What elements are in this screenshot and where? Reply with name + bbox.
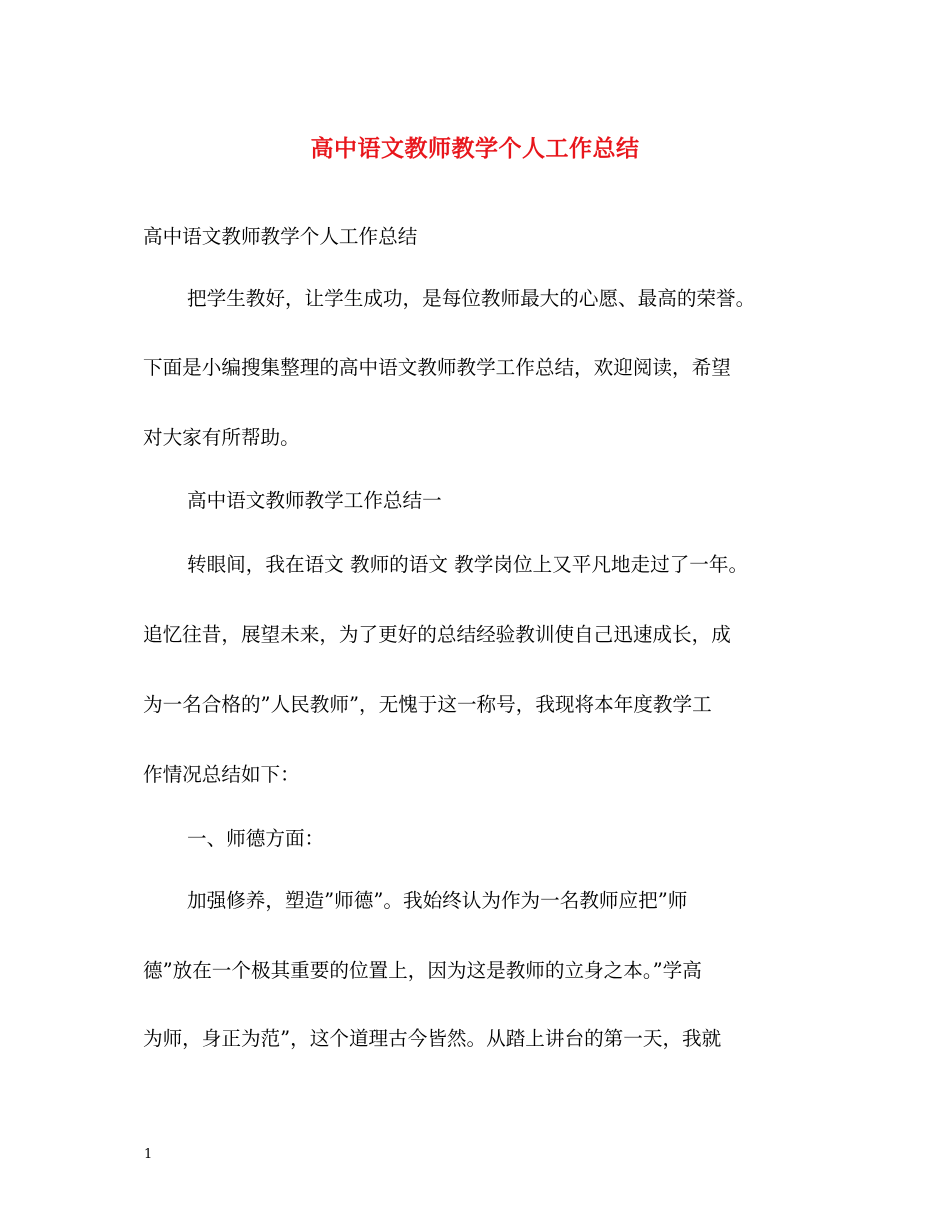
paragraph-line: 为一名合格的”人民教师”，无愧于这一称号，我现将本年度教学工 bbox=[143, 693, 712, 716]
paragraph-line: 追忆往昔，展望未来，为了更好的总结经验教训使自己迅速成长，成 bbox=[143, 623, 731, 646]
paragraph-line: 转眼间，我在语文 教师的语文 教学岗位上又平凡地走过了一年。 bbox=[187, 553, 749, 576]
paragraph-line: 加强修养，塑造”师德”。我始终认为作为一名教师应把”师 bbox=[187, 889, 688, 912]
section-heading: 高中语文教师教学工作总结一 bbox=[187, 489, 442, 512]
paragraph-line: 下面是小编搜集整理的高中语文教师教学工作总结，欢迎阅读，希望 bbox=[143, 356, 731, 379]
paragraph-line: 作情况总结如下： bbox=[143, 763, 300, 786]
document-title: 高中语文教师教学个人工作总结 bbox=[310, 135, 640, 162]
subtitle-line: 高中语文教师教学个人工作总结 bbox=[143, 225, 418, 248]
paragraph-line: 对大家有所帮助。 bbox=[143, 426, 300, 449]
paragraph-line: 德”放在一个极其重要的位置上，因为这是教师的立身之本。”学高 bbox=[143, 959, 702, 982]
paragraph-line: 把学生教好，让学生成功，是每位教师最大的心愿、最高的荣誉。 bbox=[187, 287, 756, 310]
page-number: 1 bbox=[144, 1147, 153, 1162]
paragraph-line: 为师，身正为范”，这个道理古今皆然。从踏上讲台的第一天，我就 bbox=[143, 1027, 722, 1050]
section-heading: 一、师德方面： bbox=[187, 827, 325, 850]
